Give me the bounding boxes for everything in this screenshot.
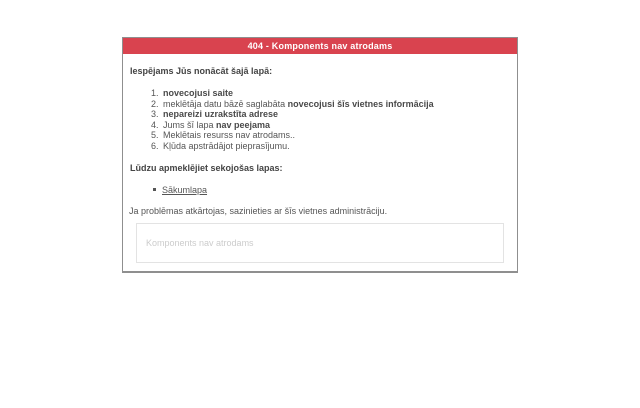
reason-plain: Meklētais resurss nav atrodams.. xyxy=(163,130,296,141)
reason-item xyxy=(161,130,434,141)
component-error-box xyxy=(136,223,504,263)
link-row xyxy=(153,185,207,196)
reason-item xyxy=(161,141,434,152)
reason-list xyxy=(131,88,434,152)
reason-bold: novecojusi šīs vietnes informācija xyxy=(287,98,434,109)
component-error-message: Komponents nav atrodams xyxy=(146,238,254,248)
reason-item xyxy=(161,99,434,110)
bullet-icon xyxy=(153,188,156,191)
reason-bold: nav peejama xyxy=(216,119,271,130)
reason-item xyxy=(161,88,434,99)
visit-heading: Lūdzu apmeklējiet sekojošas lapas: xyxy=(130,163,283,173)
reason-plain: meklētāja datu bāzē saglabāta xyxy=(163,98,288,109)
note-text: Ja problēmas atkārtojas, sazinieties ar šīs vietnes administrāciju. xyxy=(129,206,388,216)
home-link[interactable]: Sākumlapa xyxy=(162,185,208,195)
reason-bold: novecojusi saite xyxy=(163,88,234,98)
reason-item xyxy=(161,109,434,120)
reason-item xyxy=(161,120,434,131)
reason-plain: Kļūda apstrādājot pieprasījumu. xyxy=(163,140,290,151)
intro-heading: Iespējams Jūs nonācāt šajā lapā: xyxy=(130,66,273,76)
error-panel xyxy=(122,37,518,273)
reason-bold: nepareizi uzrakstīta adrese xyxy=(163,109,279,120)
reason-plain: Jums šī lapa xyxy=(163,119,217,130)
error-header: 404 - Komponents nav atrodams xyxy=(123,38,517,54)
